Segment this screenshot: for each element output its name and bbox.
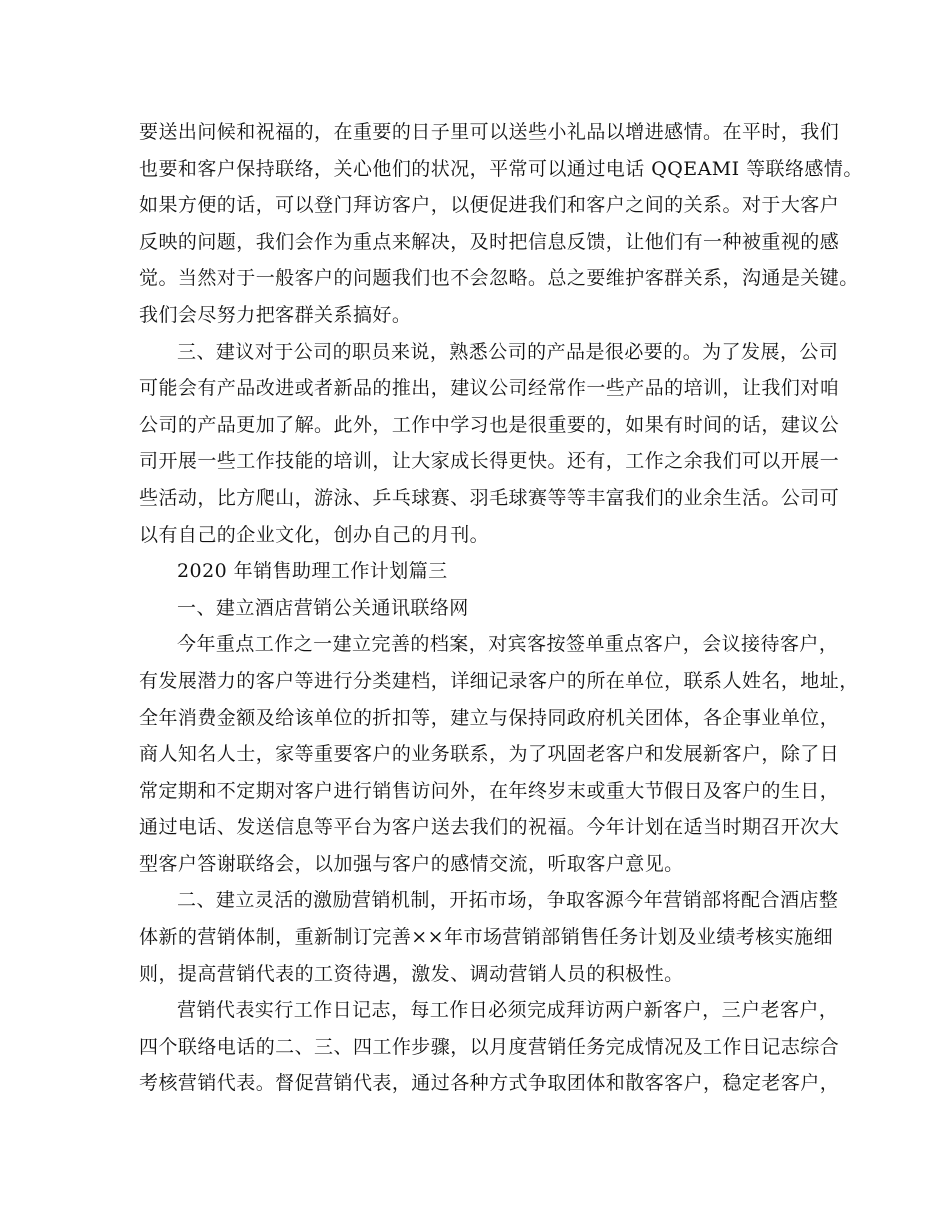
text-line: 体新的营销体制，重新制订完善××年市场营销部销售任务计划及业绩考核实施细 <box>139 926 834 949</box>
text-line: 要送出问候和祝福的，在重要的日子里可以送些小礼品以增进感情。在平时，我们 <box>139 121 840 143</box>
text-line: 我们会尽努力把客群关系搞好。 <box>139 303 412 326</box>
subsection-heading: 一、建立酒店营销公关通讯联络网 <box>177 596 469 619</box>
paragraph-start-line: 三、建议对于公司的职员来说，熟悉公司的产品是很必要的。为了发展，公司 <box>177 340 839 363</box>
text-line: 觉。当然对于一般客户的问题我们也不会忽略。总之要维护客群关系，沟通是关键。 <box>139 267 859 290</box>
text-line: 全年消费金额及给该单位的折扣等，建立与保持同政府机关团体，各企事业单位， <box>139 706 840 729</box>
text-line: 以有自己的企业文化，创办自己的月刊。 <box>139 523 490 546</box>
paragraph-start-line: 营销代表实行工作日记志，每工作日必须完成拜访两户新客户，三户老客户， <box>177 999 839 1022</box>
text-line: 也要和客户保持联络，关心他们的状况，平常可以通过电话 QQEAMI 等联络感情。 <box>139 157 863 180</box>
text-line: 四个联络电话的二、三、四工作步骤，以月度营销任务完成情况及工作日记志综合 <box>139 1035 840 1058</box>
text-line: 反映的问题，我们会作为重点来解决，及时把信息反馈，让他们有一种被重视的感 <box>139 230 840 253</box>
text-line: 型客户答谢联络会，以加强与客户的感情交流，听取客户意见。 <box>139 852 684 875</box>
text-line: 则，提高营销代表的工资待遇，激发、调动营销人员的积极性。 <box>139 962 684 985</box>
text-line: 可能会有产品改进或者新品的推出，建议公司经常作一些产品的培训，让我们对咱 <box>139 377 840 400</box>
text-line: 如果方便的话，可以登门拜访客户，以便促进我们和客户之间的关系。对于大客户 <box>139 194 840 217</box>
text-line: 公司的产品更加了解。此外，工作中学习也是很重要的，如果有时间的话，建议公 <box>139 413 840 436</box>
text-line: 些活动，比方爬山，游泳、乒乓球赛、羽毛球赛等等丰富我们的业余生活。公司可 <box>139 486 840 509</box>
paragraph-start-line: 二、建立灵活的激励营销机制，开拓市场，争取客源今年营销部将配合酒店整 <box>177 889 839 912</box>
text-line: 考核营销代表。督促营销代表，通过各种方式争取团体和散客客户，稳定老客户， <box>139 1072 840 1095</box>
section-heading: 2020 年销售助理工作计划篇三 <box>177 560 448 583</box>
document-body <box>139 114 863 1102</box>
paragraph-start-line: 今年重点工作之一建立完善的档案，对宾客按签单重点客户，会议接待客户， <box>177 633 839 656</box>
text-line: 常定期和不定期对客户进行销售访问外，在年终岁末或重大节假日及客户的生日， <box>139 779 840 802</box>
text-line: 商人知名人士，家等重要客户的业务联系，为了巩固老客户和发展新客户，除了日 <box>139 743 840 766</box>
text-line: 司开展一些工作技能的培训，让大家成长得更快。还有，工作之余我们可以开展一 <box>139 450 840 473</box>
text-line: 有发展潜力的客户等进行分类建档，详细记录客户的所在单位，联系人姓名，地址， <box>139 669 859 692</box>
text-line: 通过电话、发送信息等平台为客户送去我们的祝福。今年计划在适当时期召开次大 <box>139 816 840 839</box>
